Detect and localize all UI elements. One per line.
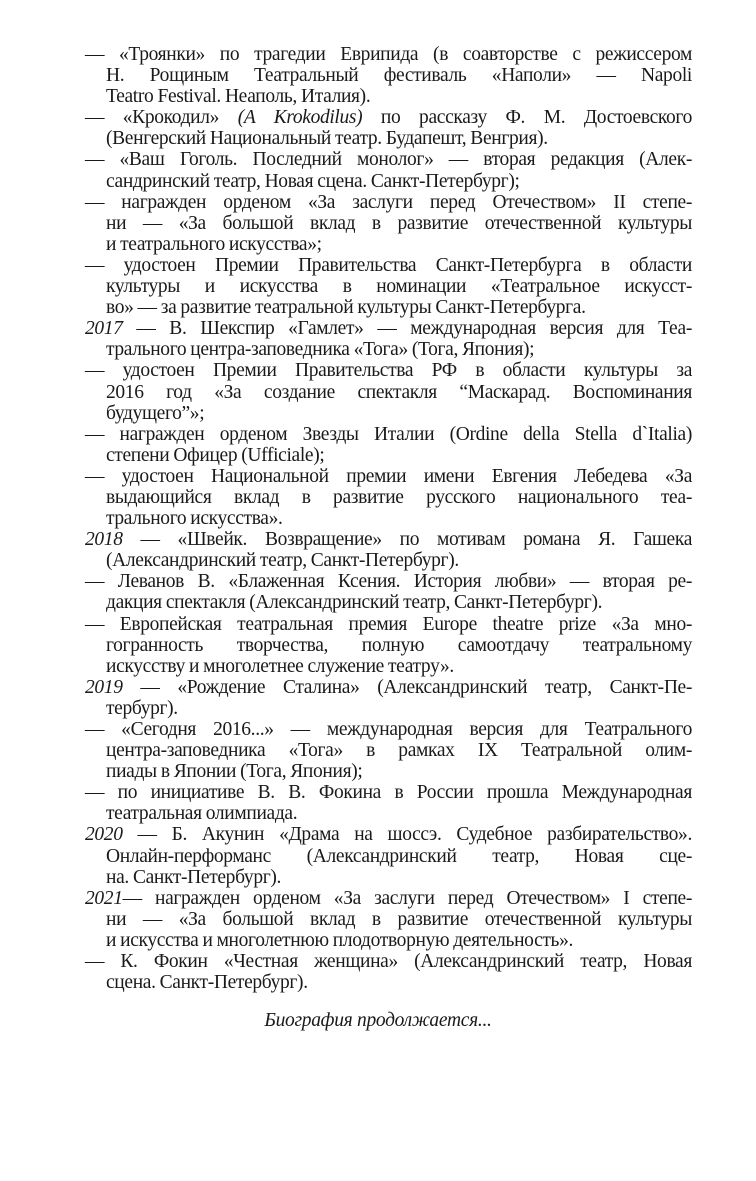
chronology-text <box>85 44 692 993</box>
text-segment: будущего”»; <box>106 402 205 424</box>
text-segment: сандринский театр, Новая сцена. Санкт-Петербург); <box>106 170 520 192</box>
text-line-entry <box>85 529 692 550</box>
text-line-continuation <box>85 445 692 466</box>
text-line-continuation <box>85 213 692 234</box>
text-line-continuation <box>85 803 692 824</box>
text-line-continuation <box>85 846 692 867</box>
text-segment: — удостоен Премии Правительства Санкт-Петербурга в области <box>85 254 692 276</box>
text-segment: и искусства и многолетнюю плодотворную деятельность». <box>106 929 574 951</box>
year-label: 2019 <box>85 676 123 698</box>
text-line-continuation <box>85 508 692 529</box>
italic-title: (A Krokodilus) <box>237 107 363 129</box>
text-line-continuation <box>85 234 692 255</box>
text-line-entry <box>85 255 692 276</box>
text-segment: гогранность творчества, полную самоотдачу театральному <box>106 634 692 656</box>
text-line-continuation <box>85 276 692 297</box>
text-line-entry <box>85 824 692 845</box>
text-segment: Teatro Festival. Неаполь, Италия). <box>106 86 371 108</box>
text-line-entry <box>85 614 692 635</box>
text-segment: — К. Фокин «Честная женщина» (Александринский театр, Новая <box>85 951 692 973</box>
text-segment: ни — «За большой вклад в развитие отечественной культуры <box>106 212 692 234</box>
text-segment: — награжден орденом Звезды Италии (Ordine della Stella d`Italia) <box>85 423 692 445</box>
text-segment: — «Сегодня 2016...» — международная версия для Театрального <box>85 719 692 740</box>
text-line-continuation <box>85 635 692 656</box>
text-line-continuation <box>85 171 692 192</box>
text-line-continuation <box>85 65 692 86</box>
text-line-continuation <box>85 656 692 677</box>
text-line-entry <box>85 424 692 445</box>
text-line-entry <box>85 192 692 213</box>
text-segment: сцена. Санкт-Петербург). <box>106 972 308 994</box>
text-segment: — Европейская театральная премия Europe theatre prize «За мно- <box>85 613 692 635</box>
text-line-entry <box>85 571 692 592</box>
text-line-continuation <box>85 909 692 930</box>
text-segment: культуры и искусства в номинации «Театральное искусст- <box>106 276 692 298</box>
year-label: 2021 <box>85 887 123 909</box>
text-line-entry <box>85 782 692 803</box>
year-label: 2020 <box>85 824 123 846</box>
text-line-entry <box>85 719 692 740</box>
text-line-entry <box>85 951 692 972</box>
text-segment: — Б. Акунин «Драма на шоссэ. Судебное разбирательство». <box>122 824 692 846</box>
text-segment: по рассказу Ф. М. Достоевского <box>362 107 692 129</box>
text-segment: — удостоен Национальной премии имени Евгения Лебедева «За <box>85 465 692 487</box>
text-segment: дакция спектакля (Александринский театр, Санкт-Петербург). <box>106 592 603 614</box>
text-line-continuation <box>85 382 692 403</box>
text-segment: — «Ваш Гоголь. Последний монолог» — вторая редакция (Алек- <box>85 149 692 171</box>
text-line-continuation <box>85 128 692 149</box>
text-segment: центра-заповедника «Тога» в рамках IX Театральной олим- <box>106 740 692 762</box>
text-segment: (Александринский театр, Санкт-Петербург). <box>106 550 459 572</box>
text-segment: — награжден орденом «За заслуги перед Отечеством» I степе- <box>122 887 692 909</box>
text-line-continuation <box>85 403 692 424</box>
text-line-entry <box>85 318 692 339</box>
text-segment: — по инициативе В. В. Фокина в России прошла Международная <box>85 782 692 804</box>
text-segment: тербург). <box>106 697 178 719</box>
text-line-continuation <box>85 972 692 993</box>
text-segment: и театрального искусства»; <box>106 233 322 255</box>
text-segment: — Леванов В. «Блаженная Ксения. История любви» — вторая ре- <box>85 571 692 593</box>
text-line-continuation <box>85 761 692 782</box>
text-line-continuation <box>85 867 692 888</box>
text-segment: — «Швейк. Возвращение» по мотивам романа Я. Гашека <box>122 529 692 551</box>
text-line-continuation <box>85 487 692 508</box>
text-line-continuation <box>85 550 692 571</box>
closing-note: Биография продолжается... <box>264 1010 492 1031</box>
text-line-entry <box>85 149 692 170</box>
text-line-entry <box>85 107 692 128</box>
text-segment: искусству и многолетнее служение театру». <box>106 655 454 677</box>
text-segment: — «Троянки» по трагедии Еврипида (в соавторстве с режиссером <box>85 44 692 65</box>
text-segment: трального искусства». <box>106 508 283 530</box>
text-line-entry <box>85 677 692 698</box>
text-line-continuation <box>85 339 692 360</box>
text-line-entry <box>85 888 692 909</box>
text-segment: во» — за развитие театральной культуры Санкт-Петербурга. <box>106 297 586 319</box>
text-line-continuation <box>85 698 692 719</box>
year-label: 2018 <box>85 529 123 551</box>
text-segment: степени Офицер (Ufficiale); <box>106 444 325 466</box>
text-segment: — награжден орденом «За заслуги перед Отечеством» II степе- <box>85 191 692 213</box>
text-segment: — В. Шекспир «Гамлет» — международная версия для Теа- <box>122 318 692 340</box>
year-label: 2017 <box>85 318 123 340</box>
text-segment: Онлайн-перформанс (Александринский театр, Новая сце- <box>106 845 692 867</box>
text-segment: пиады в Японии (Тога, Япония); <box>106 761 363 783</box>
text-segment: Н. Рощиным Театральный фестиваль «Наполи» — Napoli <box>106 65 692 87</box>
text-segment: — «Рождение Сталина» (Александринский театр, Санкт-Пе- <box>122 676 692 698</box>
text-segment: выдающийся вклад в развитие русского национального теа- <box>106 486 692 508</box>
text-segment: — «Крокодил» <box>85 107 238 129</box>
text-segment: трального центра-заповедника «Тога» (Тога, Япония); <box>106 339 535 361</box>
text-segment: театральная олимпиада. <box>106 803 298 825</box>
text-line-entry <box>85 360 692 381</box>
text-line-continuation <box>85 86 692 107</box>
text-segment: (Венгерский Национальный театр. Будапешт, Венгрия). <box>106 128 548 150</box>
text-line-entry <box>85 466 692 487</box>
text-line-continuation <box>85 930 692 951</box>
text-line-continuation <box>85 592 692 613</box>
text-line-continuation <box>85 740 692 761</box>
text-segment: — удостоен Премии Правительства РФ в области культуры за <box>85 360 692 382</box>
text-segment: ни — «За большой вклад в развитие отечественной культуры <box>106 908 692 930</box>
text-segment: 2016 год «За создание спектакля “Маскарад. Воспоминания <box>106 381 692 403</box>
text-line-continuation <box>85 297 692 318</box>
text-segment: на. Санкт-Петербург). <box>106 866 282 888</box>
text-line-entry <box>85 44 692 65</box>
